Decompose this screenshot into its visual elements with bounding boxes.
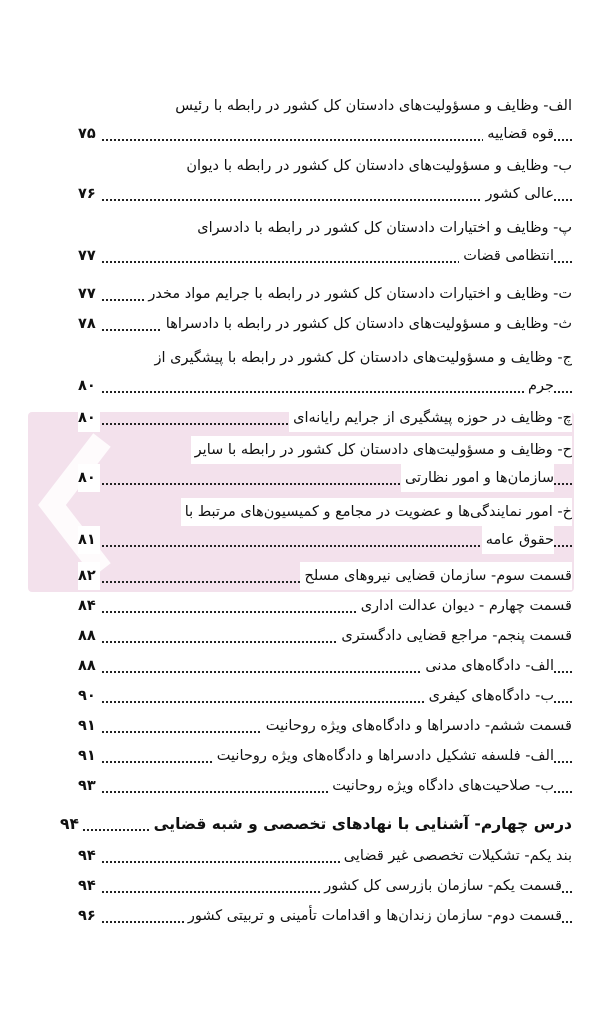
toc-entry-title: قسمت یکم- سازمان بازرسی کل کشور — [320, 872, 562, 900]
toc-entry-title: ب- وظایف و مسؤولیت‌های دادستان کل کشور در رابطه با دیوان — [182, 152, 572, 180]
toc-entry-title-cont: حقوق عامه — [482, 526, 554, 554]
toc-entry-title-cont: قوه قضاییه — [483, 120, 554, 148]
toc-entry-title: چ- وظایف در حوزه پیشگیری از جرایم رایانه‌ای — [289, 404, 572, 432]
page-number: ۸۰ — [78, 404, 100, 432]
toc-entry-title: قسمت پنجم- مراجع قضایی دادگستری — [337, 622, 572, 650]
page-number: ۹۴ — [78, 842, 100, 870]
page-number: ۸۸ — [78, 652, 100, 680]
toc-entry-title-cont: سازمان‌ها و امور نظارتی — [401, 464, 554, 492]
leader-dots — [78, 372, 572, 393]
toc-entry[interactable] — [78, 214, 572, 270]
toc-entry-title-cont: انتظامی قضات — [459, 242, 554, 270]
toc-entry-title: قسمت ششم- دادسراها و دادگاه‌های ویژه روحانیت — [262, 712, 572, 740]
page-number: ۹۶ — [78, 902, 100, 930]
toc-entry[interactable] — [78, 682, 572, 710]
toc-entry[interactable] — [78, 592, 572, 620]
toc-entry[interactable] — [78, 310, 572, 338]
toc-entry-title: بند یکم- تشکیلات تخصصی غیر قضایی — [340, 842, 572, 870]
toc-entry[interactable] — [78, 280, 572, 308]
toc-entry[interactable] — [78, 712, 572, 740]
toc-entry-title-cont: جرم — [524, 372, 554, 400]
toc-entry[interactable] — [78, 344, 572, 400]
page-number: ۷۵ — [78, 120, 100, 148]
toc-entry-title: پ- وظایف و اختیارات دادستان کل کشور در رابطه با دادسرای — [193, 214, 572, 242]
page-number: ۹۳ — [78, 772, 100, 800]
toc-entry[interactable] — [78, 152, 572, 208]
toc-entry[interactable] — [78, 652, 572, 680]
toc-entry[interactable] — [78, 622, 572, 650]
toc-entry-title: الف- وظایف و مسؤولیت‌های دادستان کل کشور در رابطه با رئیس — [171, 92, 572, 120]
toc-entry-title: قسمت دوم- سازمان زندان‌ها و اقدامات تأمینی و تربیتی کشور — [184, 902, 562, 930]
toc-entry-title: ح- وظایف و مسؤولیت‌های دادستان کل کشور در رابطه با سایر — [191, 436, 572, 464]
toc-entry[interactable] — [78, 872, 572, 900]
toc-entry[interactable] — [78, 742, 572, 770]
page-number: ۸۸ — [78, 622, 100, 650]
page-number: ۹۱ — [78, 712, 100, 740]
page-number: ۸۰ — [78, 464, 100, 492]
toc-entry-title: الف- دادگاه‌های مدنی — [421, 652, 554, 680]
toc-entry[interactable] — [78, 436, 572, 492]
toc-entry-title: درس چهارم- آشنایی با نهادهای تخصصی و شبه قضایی — [150, 810, 572, 838]
page-number: ۸۰ — [78, 372, 100, 400]
page-number: ۹۴ — [60, 810, 83, 838]
page-number: ۹۰ — [78, 682, 100, 710]
page-number: ۷۷ — [78, 242, 100, 270]
toc-entry-title: ج- وظایف و مسؤولیت‌های دادستان کل کشور در رابطه با پیشگیری از — [151, 344, 572, 372]
toc-entry-title-cont: عالی کشور — [481, 180, 554, 208]
page-number: ۷۸ — [78, 310, 100, 338]
toc-entry-title: الف- فلسفه تشکیل دادسراها و دادگاه‌های ویژه روحانیت — [213, 742, 554, 770]
toc-entry[interactable] — [78, 772, 572, 800]
toc-entry[interactable] — [78, 902, 572, 930]
toc-entry[interactable] — [78, 498, 572, 554]
toc-entry[interactable] — [78, 842, 572, 870]
page-number: ۹۴ — [78, 872, 100, 900]
toc-entry[interactable] — [78, 562, 572, 590]
page-number: ۷۶ — [78, 180, 100, 208]
page-number: ۸۲ — [78, 562, 100, 590]
toc-entry[interactable] — [78, 92, 572, 148]
page-number: ۹۱ — [78, 742, 100, 770]
toc-entry-title: ث- وظایف و مسؤولیت‌های دادستان کل کشور در رابطه با دادسراها — [162, 310, 572, 338]
toc-entry-title: قسمت چهارم - دیوان عدالت اداری — [357, 592, 572, 620]
page-number: ۷۷ — [78, 280, 100, 308]
toc-entry-title: قسمت سوم- سازمان قضایی نیروهای مسلح — [300, 562, 572, 590]
toc-entry[interactable] — [78, 404, 572, 432]
toc-entry-title: ب- صلاحیت‌های دادگاه ویژه روحانیت — [328, 772, 554, 800]
toc-entry-title: خ- امور نمایندگی‌ها و عضویت در مجامع و کمیسیون‌های مرتبط با — [181, 498, 572, 526]
toc-lesson-heading[interactable] — [60, 810, 572, 838]
page-number: ۸۱ — [78, 526, 100, 554]
toc-entry-title: ت- وظایف و اختیارات دادستان کل کشور در رابطه با جرایم مواد مخدر — [144, 280, 572, 308]
toc-entry-title: ب- دادگاه‌های کیفری — [425, 682, 554, 710]
page-number: ۸۴ — [78, 592, 100, 620]
